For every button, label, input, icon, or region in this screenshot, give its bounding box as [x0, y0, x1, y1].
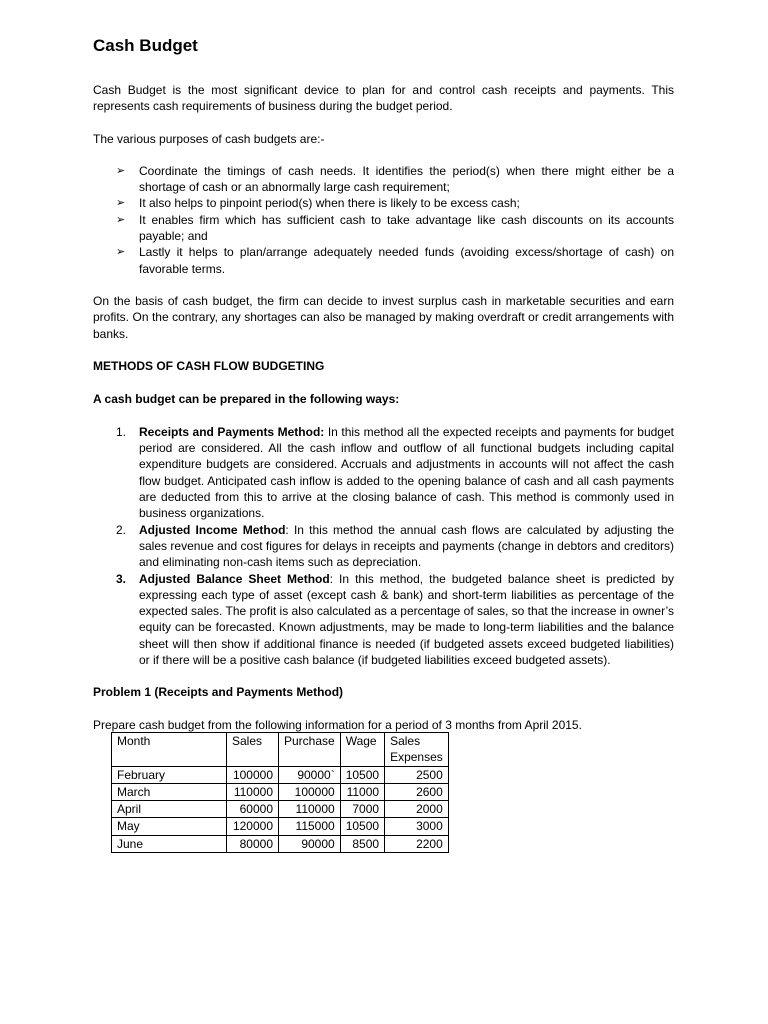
cell-sales: 60000 [227, 801, 279, 818]
cell-expenses: 2600 [385, 783, 449, 800]
cell-month: April [112, 801, 227, 818]
cell-wage: 10500 [340, 766, 384, 783]
cell-expenses: 3000 [385, 818, 449, 835]
cell-purchase: 110000 [279, 801, 341, 818]
cell-purchase: 90000` [279, 766, 341, 783]
cell-wage: 10500 [340, 818, 384, 835]
intro-paragraph: Cash Budget is the most significant device to plan for and control cash receipts and payments. This represents cash requirements of business during the budget period. [93, 83, 674, 114]
cell-purchase: 100000 [279, 783, 341, 800]
arrow-bullet-icon: ➢ [116, 197, 126, 210]
purposes-list [93, 163, 674, 277]
cell-expenses: 2500 [385, 766, 449, 783]
method-text: : In this method the annual cash flows are calculated by adjusting the sales revenue and cost figures for delays in receipts and payments (change in debtors and creditors) and eliminating non-cash items such as depreciation. [139, 522, 674, 570]
cell-wage: 7000 [340, 801, 384, 818]
table-header-row [112, 733, 449, 767]
list-item: ➢ Lastly it helps to plan/arrange adequately needed funds (avoiding excess/shortage of cash) on favorable terms. [116, 245, 674, 276]
methods-lead: A cash budget can be prepared in the following ways: [93, 391, 400, 406]
cell-expenses: 2000 [385, 801, 449, 818]
method-number: 1. [116, 424, 127, 439]
cell-wage: 11000 [340, 783, 384, 800]
methods-list [93, 424, 674, 668]
header-sales: Sales [227, 733, 279, 767]
cell-purchase: 90000 [279, 835, 341, 852]
list-item: ➢ It also helps to pinpoint period(s) when there is likely to be excess cash; [116, 196, 520, 211]
cell-expenses: 2200 [385, 835, 449, 852]
method-number: 2. [116, 522, 127, 537]
arrow-bullet-icon: ➢ [116, 246, 126, 259]
header-expenses-line2: Expenses [390, 750, 443, 765]
header-month: Month [112, 733, 227, 767]
arrow-bullet-icon: ➢ [116, 213, 126, 226]
data-table [111, 732, 449, 853]
method-text: : In this method, the budgeted balance sheet is predicted by expressing each type of asset (except cash & bank) and short-term liabilities as percentage of the expected sales. The profit is also calculated as a percentage of sales, so that the increase in owner’s equity can be forecasted. Known adjustments, may be made to long-term liabilities and the balance sheet will then show if additional finance is needed (if budgeted assets exceed budgeted liabilities) or if there will be a positive cash balance (if budgeted liabilities exceed budgeted assets). [139, 571, 674, 668]
methods-heading: METHODS OF CASH FLOW BUDGETING [93, 358, 325, 373]
problem-text: Prepare cash budget from the following information for a period of 3 months from April 2015. [93, 718, 582, 733]
header-expenses-line1: Sales [390, 734, 421, 748]
basis-paragraph: On the basis of cash budget, the firm can decide to invest surplus cash in marketable securities and earn profits. On the contrary, any shortages can also be managed by making overdraft or credit arrangements with banks. [93, 293, 674, 341]
cell-month: February [112, 766, 227, 783]
table-row [112, 766, 449, 783]
method-item [93, 571, 674, 669]
table-row [112, 835, 449, 852]
cell-wage: 8500 [340, 835, 384, 852]
cell-month: June [112, 835, 227, 852]
method-name: Adjusted Balance Sheet Method [139, 571, 330, 586]
cell-sales: 110000 [227, 783, 279, 800]
method-text: In this method all the expected receipts and payments for budget period are considered. All the cash inflow and outflow of all functional budgets including capital expenditure budgets are considered. Accruals and adjustments in accounts will not affect the cash flow budget. Anticipated cash inflow is added to the opening balance of cash and all cash payments are deducted from this to arrive at the closing balance of cash. This method is commonly used in business organizations. [139, 424, 674, 521]
header-expenses [385, 733, 449, 767]
header-purchase: Purchase [279, 733, 341, 767]
table-row [112, 801, 449, 818]
cell-purchase: 115000 [279, 818, 341, 835]
method-name: Receipts and Payments Method: [139, 424, 325, 439]
cell-month: May [112, 818, 227, 835]
table-row [112, 818, 449, 835]
method-name: Adjusted Income Method [139, 522, 286, 537]
list-item: ➢ Coordinate the timings of cash needs. It identifies the period(s) when there might either be a shortage of cash or an abnormally large cash requirement; [116, 163, 674, 195]
page-title: Cash Budget [93, 36, 198, 55]
purposes-lead: The various purposes of cash budgets are:- [93, 131, 325, 146]
header-wage: Wage [340, 733, 384, 767]
method-item [93, 522, 674, 571]
cell-sales: 120000 [227, 818, 279, 835]
arrow-bullet-icon: ➢ [116, 164, 126, 177]
cell-sales: 100000 [227, 766, 279, 783]
method-number: 3. [116, 571, 127, 586]
cell-month: March [112, 783, 227, 800]
problem-heading: Problem 1 (Receipts and Payments Method) [93, 685, 344, 700]
document-page [93, 36, 674, 750]
cell-sales: 80000 [227, 835, 279, 852]
table-row [112, 783, 449, 800]
method-item [93, 424, 674, 522]
list-item: ➢ It enables firm which has sufficient cash to take advantage like cash discounts on its accounts payable; and [116, 212, 674, 244]
